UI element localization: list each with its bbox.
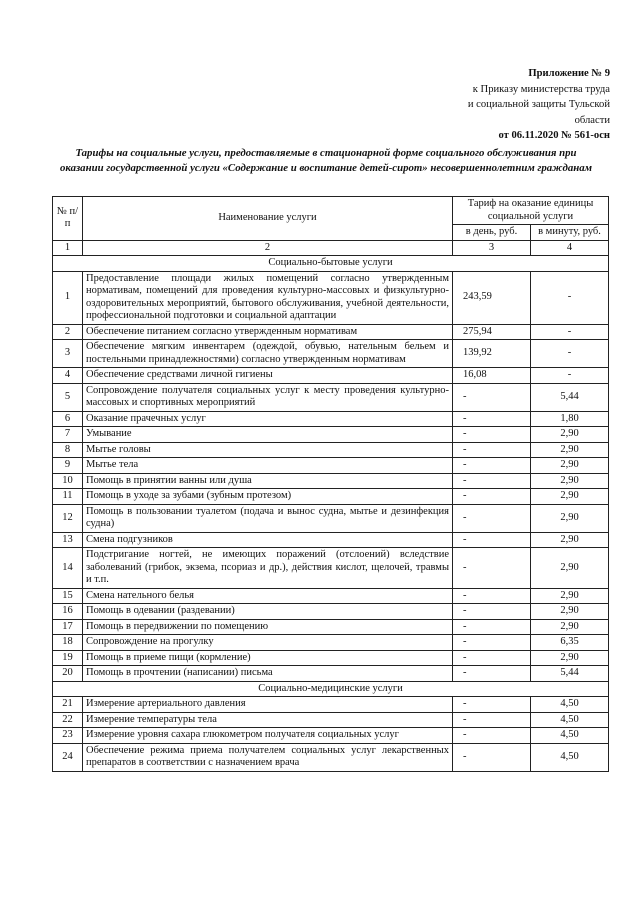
row-number: 11 [53, 489, 83, 505]
service-name: Помощь в приеме пищи (кормление) [83, 650, 453, 666]
tariff-per-day: 16,08 [453, 368, 531, 384]
column-number: 3 [453, 240, 531, 256]
service-name: Измерение артериального давления [83, 697, 453, 713]
tariff-per-minute: - [531, 340, 609, 368]
service-name: Смена подгузников [83, 532, 453, 548]
service-name: Измерение температуры тела [83, 712, 453, 728]
table-row [53, 340, 609, 368]
service-name: Помощь в прочтении (написании) письма [83, 666, 453, 682]
tariff-per-minute: 2,90 [531, 604, 609, 620]
table-row [53, 324, 609, 340]
appendix-order-date: от 06.11.2020 № 561-осн [498, 130, 610, 141]
tariffs-table [52, 196, 609, 772]
header-name: Наименование услуги [83, 197, 453, 241]
tariff-per-minute: 2,90 [531, 458, 609, 474]
document-title: Тарифы на социальные услуги, предоставляемые в стационарной форме социального обслуживания при оказании государственной услуги «Содержание и воспитание детей-сирот» несовершеннолетним гражданам [59, 147, 593, 174]
table-row [53, 712, 609, 728]
row-number: 23 [53, 728, 83, 744]
tariff-per-day: 139,92 [453, 340, 531, 368]
table-row [53, 588, 609, 604]
row-number: 6 [53, 411, 83, 427]
tariff-per-minute: 2,90 [531, 532, 609, 548]
tariff-per-day: - [453, 619, 531, 635]
tariff-per-day: 275,94 [453, 324, 531, 340]
row-number: 2 [53, 324, 83, 340]
tariff-per-minute: 2,90 [531, 588, 609, 604]
header-tariff: Тариф на оказание единицы социальной услуги [453, 197, 609, 225]
service-name: Обеспечение режима приема получателем социальных услуг лекарственных препаратов в соответствии с назначением врача [83, 743, 453, 771]
tariff-per-minute: 4,50 [531, 712, 609, 728]
tariff-per-minute: - [531, 271, 609, 324]
service-name: Умывание [83, 427, 453, 443]
tariff-per-day: - [453, 743, 531, 771]
tariff-per-minute: 4,50 [531, 743, 609, 771]
tariff-per-day: - [453, 489, 531, 505]
row-number: 4 [53, 368, 83, 384]
tariff-per-minute: 2,90 [531, 619, 609, 635]
row-number: 15 [53, 588, 83, 604]
service-name: Помощь в одевании (раздевании) [83, 604, 453, 620]
tariff-per-day: - [453, 548, 531, 589]
tariff-per-day: - [453, 666, 531, 682]
table-row [53, 271, 609, 324]
tariff-per-minute: 4,50 [531, 697, 609, 713]
service-name: Измерение уровня сахара глюкометром получателя социальных услуг [83, 728, 453, 744]
table-row [53, 635, 609, 651]
row-number: 9 [53, 458, 83, 474]
table-row [53, 697, 609, 713]
row-number: 19 [53, 650, 83, 666]
table-row [53, 532, 609, 548]
service-name: Помощь в принятии ванны или душа [83, 473, 453, 489]
row-number: 16 [53, 604, 83, 620]
tariff-per-minute: 2,90 [531, 442, 609, 458]
service-name: Обеспечение питанием согласно утвержденным нормативам [83, 324, 453, 340]
service-name: Помощь в передвижении по помещению [83, 619, 453, 635]
tariff-per-minute: 6,35 [531, 635, 609, 651]
tariff-per-day: - [453, 532, 531, 548]
column-number: 2 [83, 240, 453, 256]
tariff-per-day: - [453, 712, 531, 728]
service-name: Помощь в уходе за зубами (зубным протезом) [83, 489, 453, 505]
appendix-line: области [574, 114, 610, 126]
row-number: 12 [53, 504, 83, 532]
tariff-per-minute: - [531, 368, 609, 384]
row-number: 17 [53, 619, 83, 635]
service-name: Подстригание ногтей, не имеющих поражений (отслоений) вследствие заболеваний (грибок, экзема, псориаз и др.), действия кислот, щелочей, травмы и т.п. [83, 548, 453, 589]
service-name: Предоставление площади жилых помещений согласно утвержденным нормативам, помещений для проведения культурно-массовых и физкультурно-оздоровительных мероприятий, бытового обслуживания, учебной деятельности, профессиональной подготовки и социальной адаптации [83, 271, 453, 324]
service-name: Помощь в пользовании туалетом (подача и вынос судна, мытье и дезинфекция судна) [83, 504, 453, 532]
header-per-day: в день, руб. [453, 225, 531, 241]
tariff-per-minute: 2,90 [531, 473, 609, 489]
tariff-per-day: - [453, 604, 531, 620]
tariff-per-day: - [453, 473, 531, 489]
tariff-per-minute: 2,90 [531, 504, 609, 532]
row-number: 10 [53, 473, 83, 489]
appendix-header [468, 66, 610, 144]
row-number: 18 [53, 635, 83, 651]
tariff-per-day: - [453, 411, 531, 427]
table-row [53, 504, 609, 532]
table-row [53, 458, 609, 474]
tariff-per-minute: 5,44 [531, 666, 609, 682]
header-per-minute: в минуту, руб. [531, 225, 609, 241]
row-number: 1 [53, 271, 83, 324]
appendix-line: и социальной защиты Тульской [467, 99, 610, 110]
service-name: Обеспечение средствами личной гигиены [83, 368, 453, 384]
row-number: 14 [53, 548, 83, 589]
section-title: Социально-бытовые услуги [53, 256, 609, 272]
tariff-per-minute: 4,50 [531, 728, 609, 744]
row-number: 8 [53, 442, 83, 458]
tariff-per-minute: 2,90 [531, 650, 609, 666]
row-number: 3 [53, 340, 83, 368]
table-row [53, 604, 609, 620]
appendix-line: к Приказу министерства труда [472, 83, 610, 95]
tariff-per-minute: 2,90 [531, 427, 609, 443]
tariff-per-day: - [453, 588, 531, 604]
row-number: 20 [53, 666, 83, 682]
service-name: Оказание прачечных услуг [83, 411, 453, 427]
service-name: Сопровождение получателя социальных услуг к месту проведения культурно-массовых и спортивных мероприятий [83, 383, 453, 411]
appendix-number: Приложение № 9 [528, 68, 610, 79]
tariff-per-minute: 2,90 [531, 489, 609, 505]
table-row [53, 368, 609, 384]
table-row [53, 666, 609, 682]
table-row [53, 442, 609, 458]
tariff-per-minute: 2,90 [531, 548, 609, 589]
tariff-per-day: - [453, 697, 531, 713]
tariff-per-day: - [453, 442, 531, 458]
service-name: Смена нательного белья [83, 588, 453, 604]
tariff-per-day: - [453, 458, 531, 474]
table-row [53, 427, 609, 443]
service-name: Сопровождение на прогулку [83, 635, 453, 651]
row-number: 22 [53, 712, 83, 728]
tariff-per-minute: 5,44 [531, 383, 609, 411]
table-row [53, 650, 609, 666]
table-row [53, 548, 609, 589]
tariff-per-minute: 1,80 [531, 411, 609, 427]
row-number: 7 [53, 427, 83, 443]
table-row [53, 489, 609, 505]
row-number: 24 [53, 743, 83, 771]
table-row [53, 473, 609, 489]
service-name: Обеспечение мягким инвентарем (одеждой, обувью, нательным бельем и постельными принадлежностями) согласно утвержденным нормативам [83, 340, 453, 368]
service-name: Мытье тела [83, 458, 453, 474]
tariff-per-minute: - [531, 324, 609, 340]
tariff-per-day: - [453, 650, 531, 666]
section-row [53, 681, 609, 697]
header-num: № п/п [53, 197, 83, 241]
table-row [53, 411, 609, 427]
row-number: 21 [53, 697, 83, 713]
section-title: Социально-медицинские услуги [53, 681, 609, 697]
tariff-per-day: - [453, 504, 531, 532]
table-row [53, 383, 609, 411]
column-number: 1 [53, 240, 83, 256]
tariff-per-day: - [453, 728, 531, 744]
table-row [53, 743, 609, 771]
service-name: Мытье головы [83, 442, 453, 458]
section-row [53, 256, 609, 272]
tariffs-table-body [53, 256, 609, 772]
column-number: 4 [531, 240, 609, 256]
tariff-per-day: - [453, 635, 531, 651]
row-number: 13 [53, 532, 83, 548]
table-row [53, 619, 609, 635]
tariff-per-day: 243,59 [453, 271, 531, 324]
tariff-per-day: - [453, 383, 531, 411]
row-number: 5 [53, 383, 83, 411]
table-row [53, 728, 609, 744]
tariff-per-day: - [453, 427, 531, 443]
